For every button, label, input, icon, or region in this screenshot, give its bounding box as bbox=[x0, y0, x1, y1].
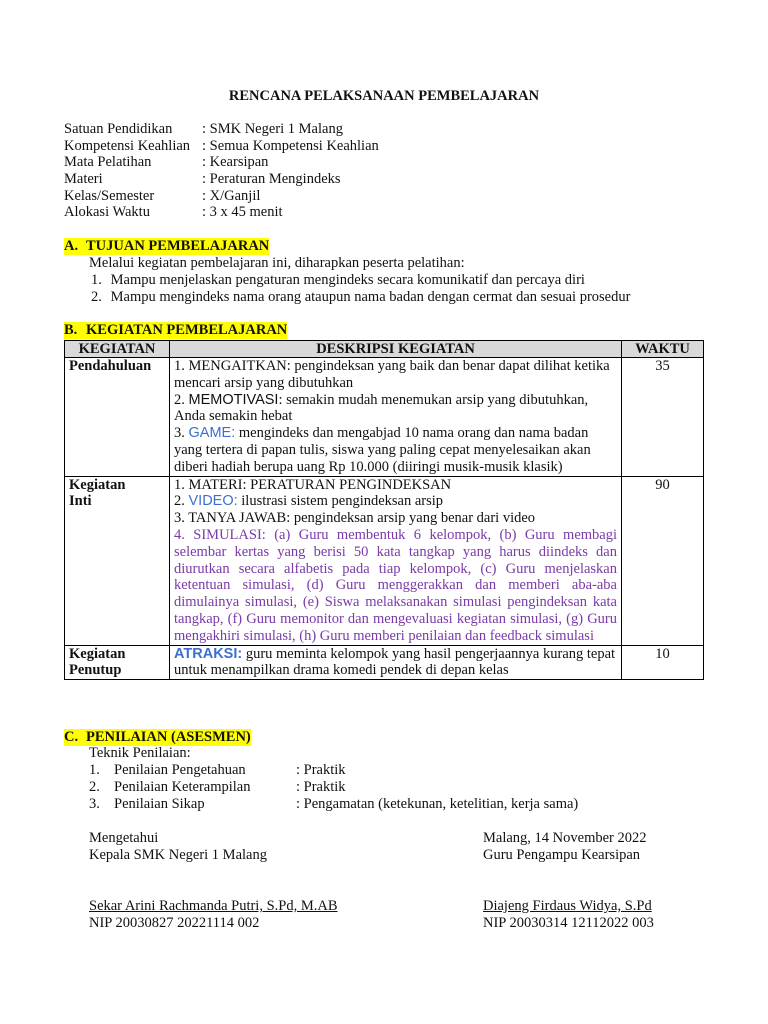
section-c-heading bbox=[64, 729, 251, 746]
penilaian-row bbox=[89, 779, 578, 796]
section-a-heading bbox=[64, 238, 269, 255]
kegiatan-label: Penutup bbox=[69, 662, 122, 679]
identity-value: : Semua Kompetensi Keahlian bbox=[202, 137, 379, 154]
section-title: TUJUAN PEMBELAJARAN bbox=[86, 238, 270, 254]
sign-line: Kepala SMK Negeri 1 Malang bbox=[89, 847, 267, 863]
kegiatan-label: Inti bbox=[69, 493, 92, 510]
desc-text: ilustrasi sistem pengindeksan arsip bbox=[237, 493, 444, 510]
desc-item: 1. MATERI: PERATURAN PENGINDEKSAN bbox=[174, 476, 452, 493]
penilaian-value: : Pengamatan (ketekunan, ketelitian, kerja sama) bbox=[296, 795, 579, 812]
table-row bbox=[65, 358, 704, 477]
document-title: RENCANA PELAKSANAAN PEMBELAJARAN bbox=[228, 88, 540, 104]
deskripsi-penutup bbox=[170, 645, 622, 680]
penilaian-label: Penilaian Sikap bbox=[114, 795, 205, 812]
kegiatan-pendahuluan: Pendahuluan bbox=[65, 358, 170, 477]
desc-number: 2. bbox=[174, 391, 189, 408]
kegiatan-table bbox=[64, 340, 704, 680]
identity-value: : SMK Negeri 1 Malang bbox=[202, 121, 343, 137]
penilaian-row bbox=[89, 796, 578, 813]
identity-row bbox=[64, 138, 379, 155]
section-c-highlight bbox=[64, 729, 251, 746]
signature-right bbox=[483, 830, 654, 932]
tujuan-block bbox=[89, 255, 630, 306]
keyword-video: VIDEO: bbox=[188, 493, 238, 510]
kegiatan-penutup bbox=[65, 645, 170, 680]
desc-item: 1. MENGAITKAN: pengindeksan yang baik dan benar dapat dilihat ketika mencari arsip yang dibutuhkan bbox=[174, 358, 610, 391]
identity-label: Satuan Pendidikan bbox=[64, 121, 173, 137]
header-waktu: WAKTU bbox=[622, 341, 704, 358]
header-kegiatan: KEGIATAN bbox=[65, 341, 170, 358]
section-b-highlight bbox=[64, 322, 287, 339]
identity-row bbox=[64, 204, 379, 221]
penilaian-row bbox=[89, 762, 578, 779]
tujuan-list bbox=[89, 272, 630, 306]
section-title: KEGIATAN PEMBELAJARAN bbox=[86, 322, 288, 338]
identity-value: : Peraturan Mengindeks bbox=[202, 171, 341, 188]
list-number: 3. bbox=[89, 795, 100, 812]
penilaian-label: Penilaian Pengetahuan bbox=[114, 762, 246, 778]
desc-text: mengindeks dan mengabjad 10 nama orang dan nama badan yang tertera di papan tulis, siswa yang paling cepat menyelesaikan akan diberi hadiah berupa uang Rp 10.000 (diiringi musik-musik klasik) bbox=[174, 425, 591, 475]
signer-nip: NIP 20030314 12112022 003 bbox=[483, 915, 654, 931]
identity-value: : 3 x 45 menit bbox=[202, 204, 283, 221]
section-letter: B. bbox=[64, 322, 78, 338]
identity-label: Kelas/Semester bbox=[64, 187, 155, 204]
signature-left bbox=[89, 830, 338, 932]
signer-nip: NIP 20030827 20221114 002 bbox=[89, 915, 260, 931]
deskripsi-inti bbox=[170, 476, 622, 645]
kegiatan-inti bbox=[65, 476, 170, 645]
signer-name: Diajeng Firdaus Widya, S.Pd bbox=[483, 898, 652, 914]
identity-row bbox=[64, 188, 379, 205]
keyword-game: GAME: bbox=[188, 425, 236, 442]
signer-name: Sekar Arini Rachmanda Putri, S.Pd, M.AB bbox=[89, 898, 338, 914]
sign-line: Mengetahui bbox=[89, 830, 159, 846]
list-number: 2. bbox=[91, 289, 102, 305]
deskripsi-pendahuluan bbox=[170, 358, 622, 477]
sign-line: Guru Pengampu Kearsipan bbox=[483, 847, 641, 863]
identity-row bbox=[64, 154, 379, 171]
waktu-inti: 90 bbox=[622, 476, 704, 645]
penilaian-value: : Praktik bbox=[296, 762, 346, 778]
desc-number: 2. bbox=[174, 493, 189, 510]
identity-label: Mata Pelatihan bbox=[64, 154, 152, 171]
header-deskripsi: DESKRIPSI KEGIATAN bbox=[170, 341, 622, 358]
section-a-highlight bbox=[64, 238, 269, 255]
list-item bbox=[89, 289, 630, 306]
tujuan-intro: Melalui kegiatan pembelajaran ini, diharapkan peserta pelatihan: bbox=[89, 255, 465, 271]
identity-label: Kompetensi Keahlian bbox=[64, 137, 191, 154]
keyword-memotivasi: MEMOTIVASI bbox=[188, 391, 279, 408]
list-text: Mampu mengindeks nama orang ataupun nama badan dengan cermat dan sesuai prosedur bbox=[110, 289, 631, 305]
identity-label: Alokasi Waktu bbox=[64, 204, 150, 221]
kegiatan-label: Kegiatan bbox=[69, 476, 126, 493]
waktu-pendahuluan: 35 bbox=[622, 358, 704, 477]
identity-value: : Kearsipan bbox=[202, 154, 269, 171]
desc-item-simulasi: 4. SIMULASI: (a) Guru membentuk 6 kelompok, (b) Guru membagi selembar kertas yang berisi 50 kata tangkap yang harus diindeks dan diurutkan secara alfabetis pada tiap kelompok, (c) Guru menjelaskan ketentuan simulasi, (d) Guru menggerakkan dan memberi aba-aba dimulainya simulasi, (e) Siswa melaksanakan simulasi pengindeksan kata tangkap, (f) Guru memonitor dan mengevaluasi kegiatan simulasi, (g) Guru mengakhiri simulasi, (h) Guru memberi penilaian dan feedback simulasi bbox=[174, 526, 617, 644]
sign-line: Malang, 14 November 2022 bbox=[483, 830, 647, 846]
waktu-penutup: 10 bbox=[622, 645, 704, 680]
penilaian-label: Penilaian Keterampilan bbox=[114, 778, 251, 795]
keyword-atraksi: ATRAKSI: bbox=[174, 645, 243, 662]
sign-space bbox=[483, 864, 654, 898]
desc-item: 3. TANYA JAWAB: pengindeksan arsip yang benar dari video bbox=[174, 510, 536, 527]
section-title: PENILAIAN (ASESMEN) bbox=[86, 729, 251, 745]
section-b-heading bbox=[64, 322, 287, 339]
list-text: Mampu menjelaskan pengaturan mengindeks secara komunikatif dan percaya diri bbox=[110, 272, 585, 288]
kegiatan-label: Kegiatan bbox=[69, 645, 126, 662]
penilaian-intro: Teknik Penilaian: bbox=[89, 745, 191, 761]
penilaian-block bbox=[89, 745, 578, 812]
identity-row bbox=[64, 171, 379, 188]
list-number: 1. bbox=[91, 272, 102, 288]
table-row bbox=[65, 476, 704, 645]
section-letter: C. bbox=[64, 729, 79, 745]
desc-item bbox=[174, 425, 617, 475]
table-row bbox=[65, 645, 704, 680]
list-number: 2. bbox=[89, 778, 100, 795]
identity-label: Materi bbox=[64, 171, 103, 188]
list-number: 1. bbox=[89, 762, 100, 778]
identity-row bbox=[64, 121, 379, 138]
identity-value: : X/Ganjil bbox=[202, 187, 261, 204]
table-header-row bbox=[65, 341, 704, 358]
desc-item bbox=[174, 392, 617, 426]
desc-text: guru meminta kelompok yang hasil pengerjaannya kurang tepat untuk menampilkan drama komedi pendek di depan kelas bbox=[174, 645, 616, 679]
sign-space bbox=[89, 864, 338, 898]
desc-item bbox=[174, 493, 617, 510]
desc-text: : semakin mudah menemukan arsip yang dibutuhkan, Anda semakin hebat bbox=[174, 391, 589, 425]
identity-block bbox=[64, 121, 379, 221]
list-item bbox=[89, 272, 630, 289]
desc-number: 3. bbox=[174, 425, 189, 442]
penilaian-value: : Praktik bbox=[296, 778, 346, 795]
section-letter: A. bbox=[64, 238, 79, 254]
